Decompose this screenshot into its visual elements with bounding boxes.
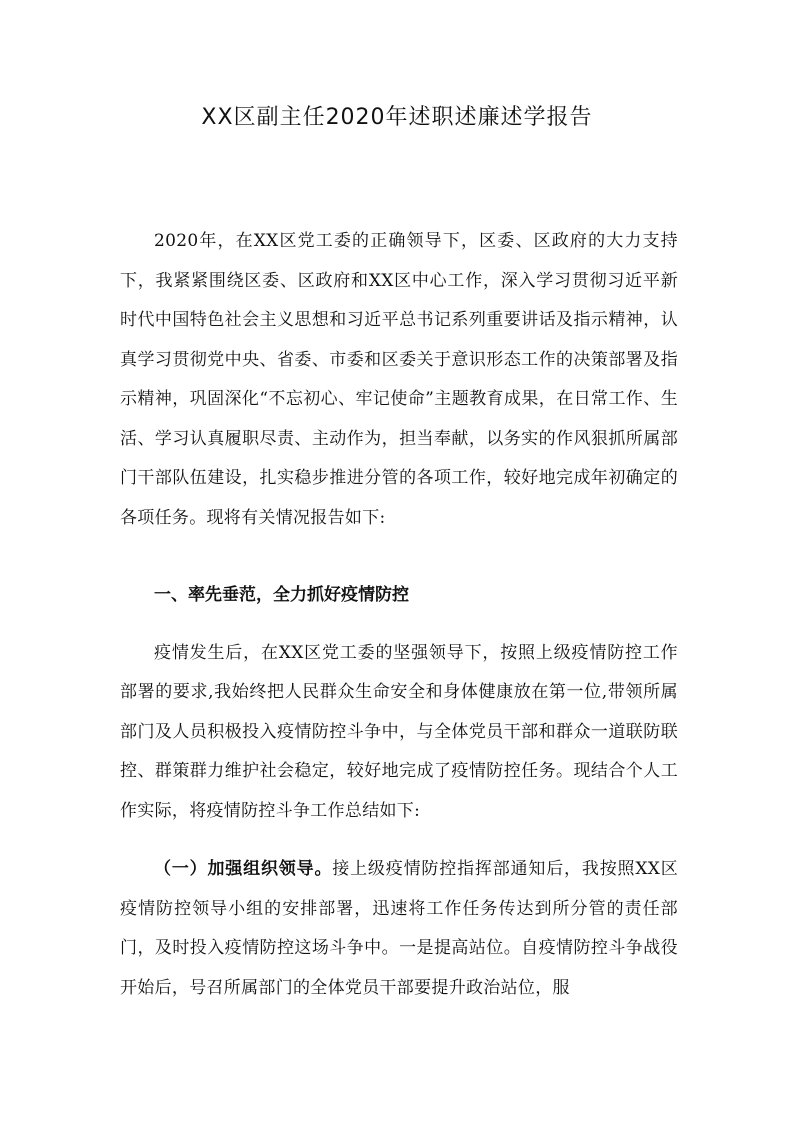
section-heading-1: 一、率先垂范，全力抓好疫情防控 (154, 585, 409, 605)
document-body (120, 222, 678, 1008)
document-title: XX区副主任2020年述职述廉述学报告 (201, 105, 593, 130)
intro-paragraph: 2020年，在XX区党工委的正确领导下，区委、区政府的大力支持下，我紧紧围绕区委、区政府和XX区中心工作，深入学习贯彻习近平新时代中国特色社会主义思想和习近平总书记系列重要讲话及指示精神，认真学习贯彻党中央、省委、市委和区委关于意识形态工作的决策部署及指示精神，巩固深化“不忘初心、牢记使命”主题教育成果，在日常工作、生活、学习认真履职尽责、主动作为，担当奉献，以务实的作风狠抓所属部门干部队伍建设，扎实稳步推进分管的各项工作，较好地完成年初确定的各项任务。现将有关情况报告如下: (120, 231, 678, 528)
spacer (120, 831, 678, 850)
section-1-paragraph: 疫情发生后，在XX区党工委的坚强领导下，按照上级疫情防控工作部署的要求,我始终把人民群众生命安全和身体健康放在第一位,带领所属部门及人员积极投入疫情防控斗争中，与全体党员干部和群众一道联防联控、群策群力维护社会稳定，较好地完成了疫情防控任务。现结合个人工作实际，将疫情防控斗争工作总结如下: (120, 642, 678, 821)
subsection-1-text: 接上级疫情防控指挥部通知后，我按照XX区疫情防控领导小组的安排部署，迅速将工作任务传达到所分管的责任部门，及时投入疫情防控这场斗争中。一是提高站位。自疫情防控斗争战役开始后，号召所属部门的全体党员干部要提升政治站位，服 (120, 859, 678, 998)
subsection-heading-1: （一）加强组织领导。 (154, 859, 333, 879)
spacer (120, 538, 678, 557)
subsection-1-paragraph (120, 850, 678, 1008)
